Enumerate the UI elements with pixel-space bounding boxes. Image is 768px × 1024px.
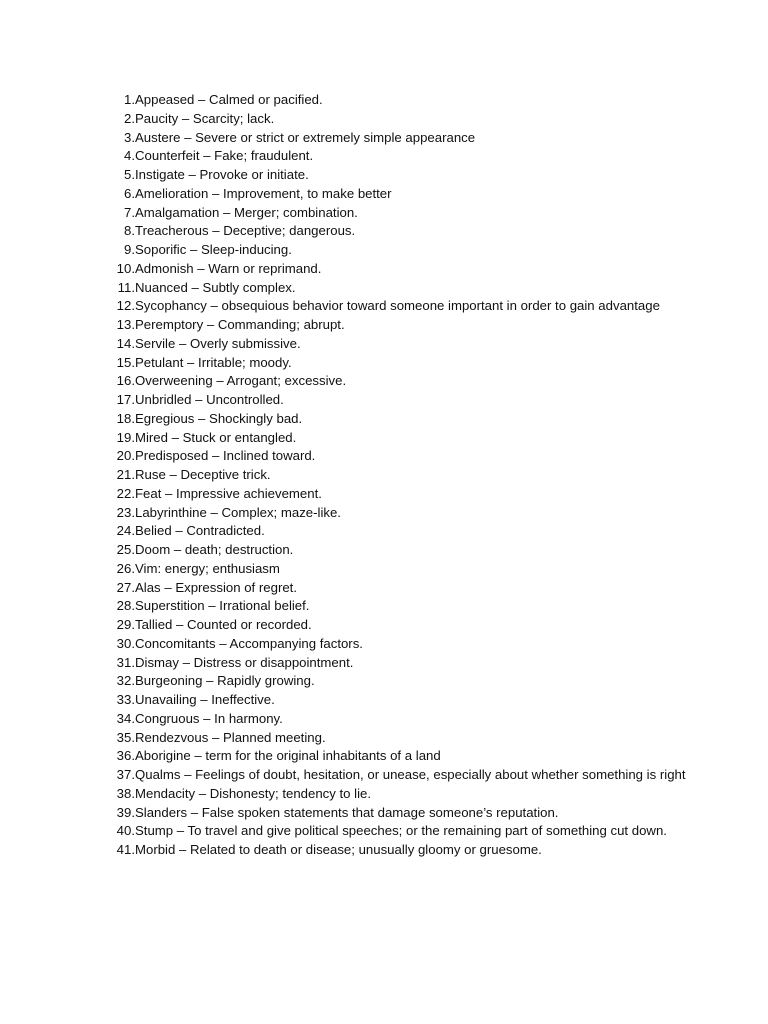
item-number: 4.	[124, 148, 135, 164]
item-text: Superstition – Irrational belief.	[135, 598, 310, 614]
item-number: 25.	[116, 542, 135, 557]
vocabulary-item	[106, 260, 686, 279]
vocabulary-item	[106, 841, 686, 860]
item-number: 40.	[116, 823, 135, 839]
item-number: 33.	[116, 692, 135, 707]
item-text: Labyrinthine – Complex; maze-like.	[135, 504, 341, 520]
item-number: 16.	[116, 373, 135, 389]
vocabulary-item	[106, 654, 686, 673]
vocabulary-item	[106, 522, 686, 541]
item-text: Alas – Expression of regret.	[135, 579, 297, 595]
vocabulary-item	[106, 297, 686, 316]
item-number: 35.	[116, 729, 135, 745]
vocabulary-item	[106, 185, 686, 204]
vocabulary-item	[106, 747, 686, 766]
item-text: Peremptory – Commanding; abrupt.	[135, 317, 345, 332]
vocabulary-item	[106, 504, 686, 523]
item-text: Admonish – Warn or reprimand.	[135, 260, 322, 276]
vocabulary-item	[106, 129, 686, 148]
item-number: 7.	[124, 204, 135, 220]
vocabulary-item	[106, 691, 686, 710]
item-number: 36.	[116, 748, 135, 764]
item-text: Ruse – Deceptive trick.	[135, 467, 271, 482]
vocabulary-item	[106, 485, 686, 504]
vocabulary-item	[106, 429, 686, 448]
item-number: 3.	[124, 129, 135, 145]
item-text: Mendacity – Dishonesty; tendency to lie.	[135, 785, 372, 801]
item-text: Qualms – Feelings of doubt, hesitation, or unease, especially about whether something is right	[135, 767, 686, 782]
vocabulary-item	[106, 335, 686, 354]
item-number: 26.	[116, 560, 135, 576]
item-text: Overweening – Arrogant; excessive.	[135, 373, 347, 389]
item-number: 41.	[116, 842, 135, 857]
item-number: 31.	[116, 654, 135, 670]
vocabulary-item	[106, 166, 686, 185]
item-number: 28.	[116, 598, 135, 614]
item-number: 27.	[116, 579, 135, 595]
vocabulary-item	[106, 316, 686, 335]
vocabulary-item	[106, 222, 686, 241]
item-number: 12.	[116, 298, 135, 314]
item-text: Rendezvous – Planned meeting.	[135, 729, 326, 745]
item-number: 1.	[124, 92, 135, 107]
item-text: Austere – Severe or strict or extremely simple appearance	[135, 129, 476, 145]
item-number: 5.	[124, 167, 135, 182]
vocabulary-item	[106, 410, 686, 429]
vocabulary-item	[106, 729, 686, 748]
item-number: 30.	[116, 635, 135, 651]
vocabulary-item	[106, 579, 686, 598]
item-number: 19.	[116, 429, 135, 445]
item-text: Unbridled – Uncontrolled.	[135, 392, 284, 407]
item-text: Aborigine – term for the original inhabitants of a land	[135, 748, 441, 764]
item-text: Paucity – Scarcity; lack.	[135, 110, 275, 126]
item-text: Doom – death; destruction.	[135, 542, 294, 557]
item-text: Belied – Contradicted.	[135, 523, 265, 539]
item-text: Mired – Stuck or entangled.	[135, 429, 297, 445]
item-number: 38.	[116, 785, 135, 801]
vocabulary-list	[106, 91, 686, 860]
vocabulary-item	[106, 110, 686, 129]
vocabulary-item	[106, 354, 686, 373]
vocabulary-item	[106, 372, 686, 391]
item-number: 13.	[116, 317, 135, 332]
vocabulary-item	[106, 204, 686, 223]
item-number: 21.	[116, 467, 135, 482]
item-text: Predisposed – Inclined toward.	[135, 448, 316, 464]
item-number: 15.	[116, 354, 135, 370]
vocabulary-item	[106, 91, 686, 110]
vocabulary-item	[106, 560, 686, 579]
item-text: Concomitants – Accompanying factors.	[135, 635, 363, 651]
item-text: Morbid – Related to death or disease; unusually gloomy or gruesome.	[135, 842, 542, 857]
vocabulary-item	[106, 391, 686, 410]
item-number: 9.	[124, 242, 135, 257]
vocabulary-item	[106, 241, 686, 260]
item-number: 34.	[116, 710, 135, 726]
vocabulary-item	[106, 635, 686, 654]
item-text: Stump – To travel and give political speeches; or the remaining part of something cut down.	[135, 823, 667, 839]
vocabulary-item	[106, 447, 686, 466]
item-number: 39.	[116, 804, 135, 820]
vocabulary-item	[106, 597, 686, 616]
item-text: Instigate – Provoke or initiate.	[135, 167, 309, 182]
vocabulary-item	[106, 466, 686, 485]
item-number: 24.	[116, 523, 135, 539]
item-number: 14.	[116, 335, 135, 351]
vocabulary-item	[106, 147, 686, 166]
vocabulary-item	[106, 822, 686, 841]
item-number: 8.	[124, 223, 135, 239]
item-text: Dismay – Distress or disappointment.	[135, 654, 354, 670]
vocabulary-item	[106, 541, 686, 560]
item-text: Servile – Overly submissive.	[135, 335, 301, 351]
item-text: Congruous – In harmony.	[135, 710, 283, 726]
item-number: 17.	[116, 392, 135, 407]
item-text: Amalgamation – Merger; combination.	[135, 204, 358, 220]
vocabulary-item	[106, 785, 686, 804]
vocabulary-item	[106, 804, 686, 823]
item-number: 11.	[117, 279, 135, 295]
item-text: Slanders – False spoken statements that damage someone’s reputation.	[135, 804, 559, 820]
item-number: 18.	[116, 410, 135, 426]
item-number: 29.	[116, 617, 135, 632]
item-text: Soporific – Sleep-inducing.	[135, 242, 292, 257]
item-text: Unavailing – Ineffective.	[135, 692, 275, 707]
item-number: 2.	[124, 110, 135, 126]
item-text: Feat – Impressive achievement.	[135, 485, 322, 501]
item-number: 6.	[124, 185, 135, 201]
item-text: Appeased – Calmed or pacified.	[135, 92, 323, 107]
vocabulary-item	[106, 616, 686, 635]
item-text: Sycophancy – obsequious behavior toward someone important in order to gain advantage	[135, 298, 660, 314]
item-text: Treacherous – Deceptive; dangerous.	[135, 223, 356, 239]
item-text: Burgeoning – Rapidly growing.	[135, 673, 315, 689]
item-number: 23.	[116, 504, 135, 520]
item-text: Egregious – Shockingly bad.	[135, 410, 303, 426]
item-text: Nuanced – Subtly complex.	[135, 279, 296, 295]
vocabulary-item	[106, 672, 686, 691]
item-number: 37.	[116, 767, 135, 782]
vocabulary-item	[106, 710, 686, 729]
item-text: Counterfeit – Fake; fraudulent.	[135, 148, 314, 164]
item-text: Vim: energy; enthusiasm	[135, 560, 280, 576]
item-number: 10.	[116, 260, 135, 276]
item-text: Amelioration – Improvement, to make better	[135, 185, 392, 201]
item-number: 20.	[116, 448, 135, 464]
item-number: 22.	[116, 485, 135, 501]
vocabulary-item	[106, 766, 686, 785]
item-number: 32.	[116, 673, 135, 689]
item-text: Petulant – Irritable; moody.	[135, 354, 292, 370]
item-text: Tallied – Counted or recorded.	[135, 617, 312, 632]
vocabulary-item	[106, 279, 686, 298]
